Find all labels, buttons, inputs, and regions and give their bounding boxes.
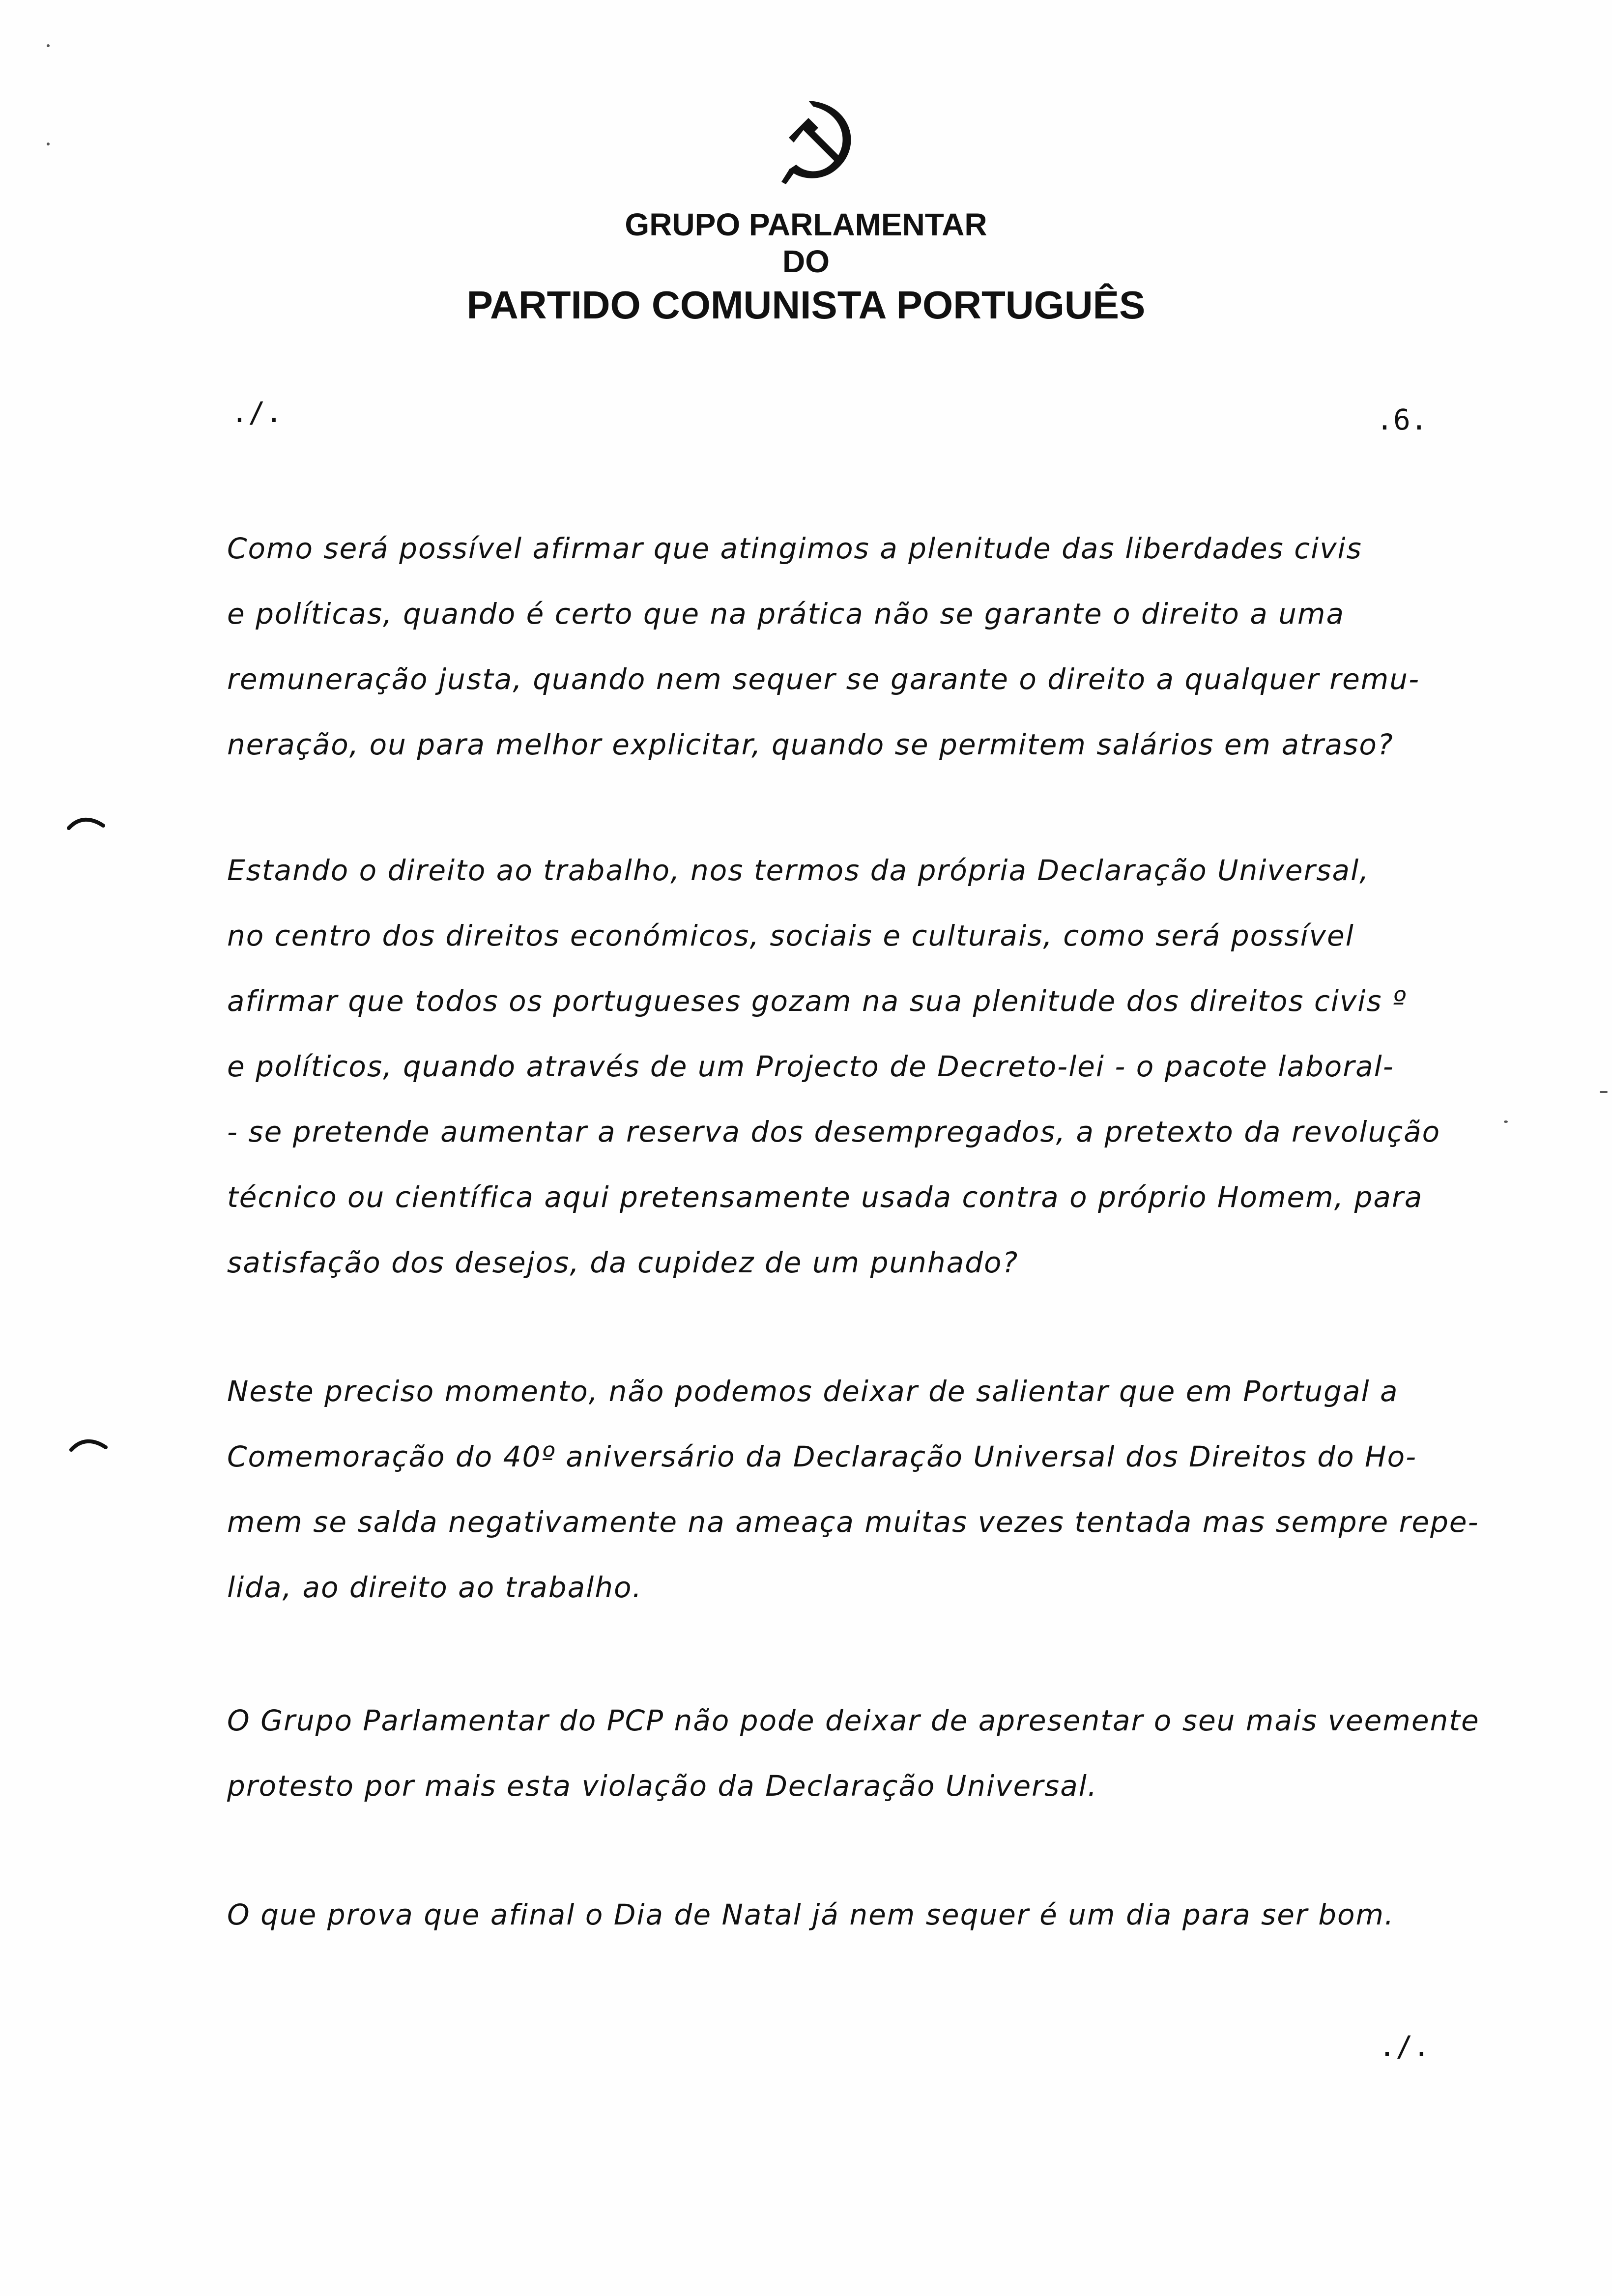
continuation-marker-bottom: ./. — [1379, 2030, 1430, 2063]
scan-speck — [1600, 1091, 1608, 1093]
header-group-title: GRUPO PARLAMENTAR — [625, 207, 987, 242]
page-number: .6. — [1376, 403, 1428, 436]
paragraph-5 — [227, 1882, 1505, 1948]
header-party-name: PARTIDO COMUNISTA PORTUGUÊS — [466, 283, 1146, 327]
text-line: mem se salda negativamente na ameaça muitas vezes tentada mas sempre repe- — [227, 1505, 1479, 1539]
text-line: Como será possível afirmar que atingimos a plenitude das liberdades civis — [227, 532, 1362, 565]
continuation-marker-top: ./. — [231, 396, 283, 429]
text-line: técnico ou científica aqui pretensamente usada contra o próprio Homem, para — [227, 1180, 1423, 1214]
text-line: neração, ou para melhor explicitar, quando se permitem salários em atraso? — [227, 728, 1394, 761]
text-line: - se pretende aumentar a reserva dos desempregados, a pretexto da revolução — [227, 1115, 1441, 1148]
text-line: e políticas, quando é certo que na prática não se garante o direito a uma — [227, 597, 1345, 631]
scan-speck — [47, 44, 50, 47]
paragraph-4 — [227, 1688, 1505, 1819]
margin-mark — [66, 813, 106, 833]
text-line: protesto por mais esta violação da Declaração Universal. — [227, 1769, 1098, 1803]
text-line: e políticos, quando através de um Projecto de Decreto-lei - o pacote laboral- — [227, 1050, 1394, 1083]
text-line: no centro dos direitos económicos, sociais e culturais, como será possível — [227, 919, 1354, 952]
header-connector: DO — [782, 244, 830, 279]
paragraph-1 — [227, 516, 1505, 777]
margin-mark — [69, 1435, 108, 1455]
text-line: Neste preciso momento, não podemos deixar de salientar que em Portugal a — [227, 1375, 1399, 1408]
text-line: afirmar que todos os portugueses gozam na sua plenitude dos direitos civis º — [227, 984, 1407, 1018]
text-line: O Grupo Parlamentar do PCP não pode deixar de apresentar o seu mais veemente — [227, 1704, 1480, 1737]
text-line: satisfação dos desejos, da cupidez de um punhado? — [227, 1246, 1019, 1279]
text-line: Comemoração do 40º aniversário da Declaração Universal dos Direitos do Ho- — [227, 1440, 1417, 1473]
hammer-and-sickle-icon — [779, 91, 867, 189]
scan-speck — [1504, 1120, 1508, 1123]
text-line: Estando o direito ao trabalho, nos termos da própria Declaração Universal, — [227, 854, 1370, 887]
text-line: lida, ao direito ao trabalho. — [227, 1571, 642, 1604]
text-line: remuneração justa, quando nem sequer se garante o direito a qualquer remu- — [227, 662, 1420, 696]
paragraph-2 — [227, 838, 1505, 1295]
scan-speck — [47, 143, 50, 145]
paragraph-3 — [227, 1359, 1505, 1620]
text-line: O que prova que afinal o Dia de Natal já nem sequer é um dia para ser bom. — [227, 1898, 1395, 1931]
